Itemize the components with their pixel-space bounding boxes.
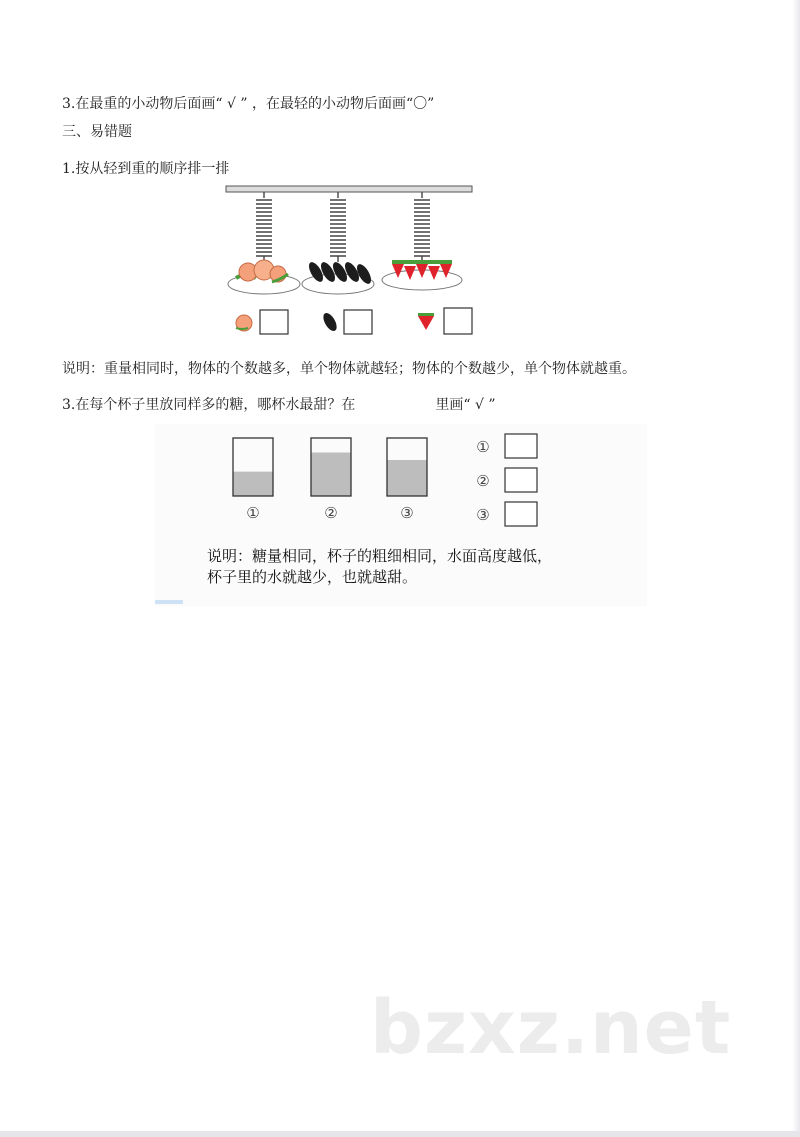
cup-3-water — [387, 460, 427, 496]
answer-strawberry-icon — [418, 313, 434, 330]
spring-2 — [330, 192, 346, 262]
answer-label-3: ③ — [476, 506, 490, 524]
question-3-cups — [62, 396, 496, 414]
page-top-margin — [0, 0, 800, 42]
page-right-edge — [792, 0, 800, 1137]
cup-3-label: ③ — [400, 504, 414, 522]
answer-box-2[interactable] — [344, 310, 372, 334]
question-3-cups-before: 3.在每个杯子里放同样多的糖，哪杯水最甜？在 — [62, 397, 356, 413]
answer-box-1[interactable] — [260, 310, 288, 334]
cup-answer-box-2[interactable] — [505, 468, 537, 492]
cup-answer-box-1[interactable] — [505, 434, 537, 458]
cup-1-label: ① — [246, 504, 260, 522]
answer-label-2: ② — [476, 472, 490, 490]
cup-1-water — [233, 472, 273, 496]
hanging-bar — [226, 186, 472, 192]
section-heading: 三、易错题 — [62, 124, 132, 140]
answer-peach-icon — [236, 315, 252, 331]
cups-caption — [207, 546, 552, 588]
question-3-animals: 3.在最重的小动物后面画“ √ ” ，在最轻的小动物后面画“〇” — [62, 96, 435, 112]
cup-2-label: ② — [324, 504, 338, 522]
question-3-cups-after: 里画“ √ ” — [435, 397, 496, 413]
answer-eggplant-icon — [321, 311, 340, 333]
explanation-1: 说明：重量相同时，物体的个数越多，单个物体就越轻；物体的个数越少，单个物体就越重。 — [62, 361, 636, 377]
cups-caption-line-2: 杯子里的水就越少，也就越甜。 — [207, 568, 418, 586]
cups-figure — [155, 424, 647, 606]
spring-scale-figure — [222, 184, 476, 342]
question-1-order: 1.按从轻到重的顺序排一排 — [62, 161, 230, 177]
cups-caption-line-1: 说明：糖量相同，杯子的粗细相同，水面高度越低， — [207, 547, 553, 565]
watermark: bzxz.net — [370, 985, 732, 1071]
cup-answer-box-3[interactable] — [505, 502, 537, 526]
peach-group-icon — [236, 260, 288, 282]
answer-label-1: ① — [476, 438, 490, 456]
cup-2-water — [311, 453, 351, 497]
answer-box-3[interactable] — [444, 308, 472, 334]
spring-3 — [414, 192, 430, 262]
figure-edge-decoration — [155, 600, 183, 604]
page-bottom-edge — [0, 1131, 800, 1137]
spring-1 — [256, 192, 272, 262]
